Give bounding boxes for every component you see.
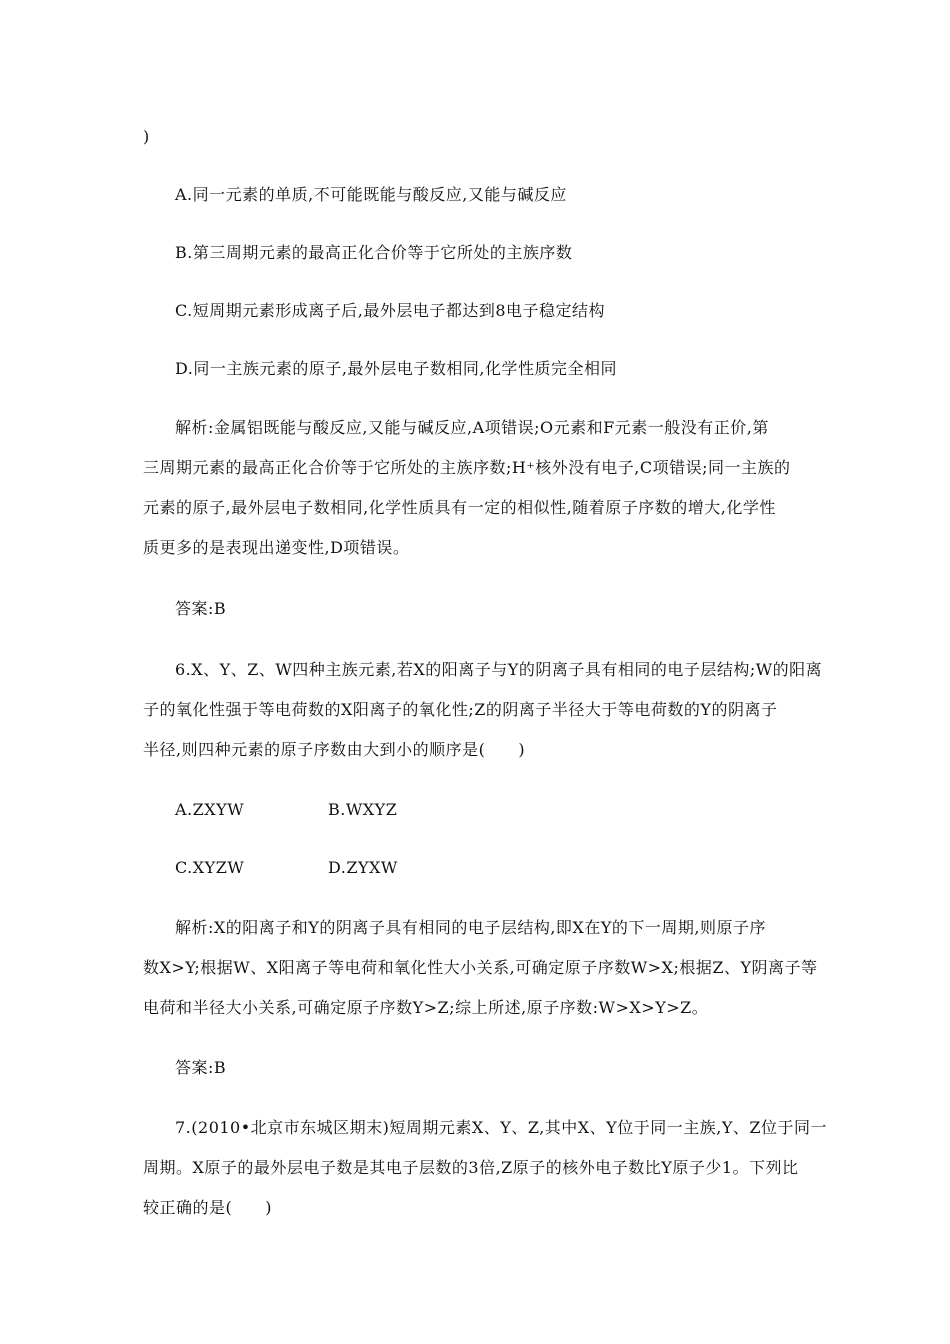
q5-answer: 答案:B [175, 599, 227, 618]
q6-option-d: D.ZYXW [328, 858, 398, 877]
q6-analysis-line: 解析:X的阳离子和Y的阴离子具有相同的电子层结构,即X在Y的下一周期,则原子序 [175, 918, 766, 937]
q6-analysis-line: 电荷和半径大小关系,可确定原子序数Y>Z;综上所述,原子序数:W>X>Y>Z。 [143, 998, 709, 1017]
q7-stem-line: 周期。X原子的最外层电子数是其电子层数的3倍,Z原子的核外电子数比Y原子少1。下列比 [143, 1158, 799, 1177]
q5-stem-tail: ) [143, 127, 150, 146]
q5-option-d: D.同一主族元素的原子,最外层电子数相同,化学性质完全相同 [175, 359, 618, 378]
q6-option-a: A.ZXYW [175, 800, 245, 819]
q5-analysis-line: 三周期元素的最高正化合价等于它所处的主族序数;H⁺核外没有电子,C项错误;同一主族的 [143, 458, 791, 477]
q5-analysis-line: 解析:金属铝既能与酸反应,又能与碱反应,A项错误;O元素和F元素一般没有正价,第 [175, 418, 769, 437]
q6-stem-line: 6.X、Y、Z、W四种主族元素,若X的阳离子与Y的阴离子具有相同的电子层结构;W的阳离 [175, 660, 823, 679]
q6-option-b: B.WXYZ [328, 800, 398, 819]
q5-option-c: C.短周期元素形成离子后,最外层电子都达到8电子稳定结构 [175, 301, 606, 320]
q5-analysis-line: 质更多的是表现出递变性,D项错误。 [143, 538, 410, 557]
q5-analysis-line: 元素的原子,最外层电子数相同,化学性质具有一定的相似性,随着原子序数的增大,化学性 [143, 498, 776, 517]
q7-stem-line: 较正确的是( ) [143, 1198, 272, 1217]
q7-stem-line: 7.(2010•北京市东城区期末)短周期元素X、Y、Z,其中X、Y位于同一主族,Y、Z位于同一 [175, 1118, 828, 1137]
q6-stem-line: 半径,则四种元素的原子序数由大到小的顺序是( ) [143, 740, 526, 759]
q6-answer: 答案:B [175, 1058, 227, 1077]
q6-analysis-line: 数X>Y;根据W、X阳离子等电荷和氧化性大小关系,可确定原子序数W>X;根据Z、Y阴离子等 [143, 958, 818, 977]
q5-option-b: B.第三周期元素的最高正化合价等于它所处的主族序数 [175, 243, 573, 262]
q6-option-c: C.XYZW [175, 858, 245, 877]
q6-stem-line: 子的氧化性强于等电荷数的X阳离子的氧化性;Z的阴离子半径大于等电荷数的Y的阴离子 [143, 700, 778, 719]
q5-option-a: A.同一元素的单质,不可能既能与酸反应,又能与碱反应 [175, 185, 567, 204]
